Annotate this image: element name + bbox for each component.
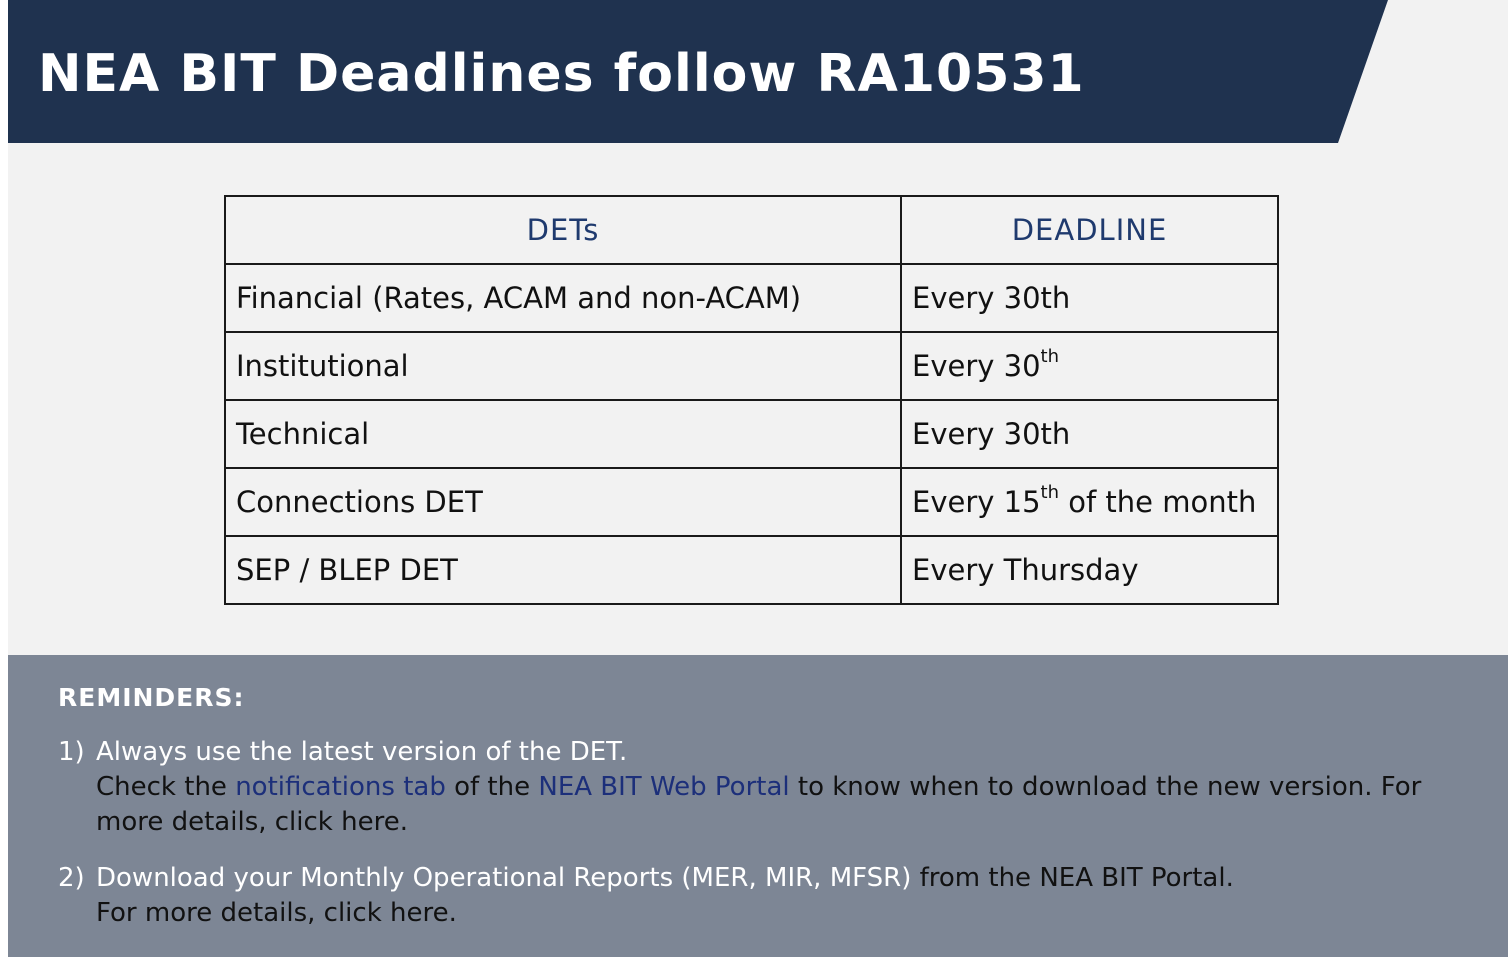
deadline-cell: Every 30th	[901, 332, 1278, 400]
table-row	[225, 264, 1278, 332]
reminder-number: 1)	[58, 737, 85, 767]
table-row	[225, 536, 1278, 604]
header-deadline: DEADLINE	[901, 196, 1278, 264]
det-name: Institutional	[225, 332, 901, 400]
deadline-cell: Every 15th of the month	[901, 468, 1278, 536]
table-row	[225, 468, 1278, 536]
slide-canvas	[8, 0, 1508, 957]
deadlines-table	[224, 195, 1279, 605]
reminders-heading: REMINDERS:	[58, 683, 245, 712]
det-name: Technical	[225, 400, 901, 468]
web-portal-link[interactable]: NEA BIT Web Portal	[538, 772, 790, 802]
reminder-text: from the NEA BIT Portal.	[911, 863, 1234, 893]
deadline-cell: Every 30th	[901, 264, 1278, 332]
reminder-text: Check the	[96, 772, 236, 802]
reminder-number: 2)	[58, 863, 85, 893]
reminder-lead: Download your Monthly Operational Reports (MER, MIR, MFSR)	[96, 863, 912, 893]
reminder-text[interactable]: to know when to download the new version. For more details, click here.	[96, 772, 1422, 837]
reminder-lead: Always use the latest version of the DET.	[96, 737, 628, 767]
header-dets: DETs	[225, 196, 901, 264]
table-row	[225, 400, 1278, 468]
reminder-text: of the	[445, 772, 539, 802]
page-title: NEA BIT Deadlines follow RA10531	[38, 44, 1085, 104]
det-name: Financial (Rates, ACAM and non-ACAM)	[225, 264, 901, 332]
table-header-row	[225, 196, 1278, 264]
reminder-item-2	[58, 861, 1448, 931]
reminders-panel	[8, 655, 1508, 957]
click-here-link[interactable]: For more details, click here.	[96, 898, 457, 928]
table-row	[225, 332, 1278, 400]
det-name: SEP / BLEP DET	[225, 536, 901, 604]
deadline-cell: Every 30th	[901, 400, 1278, 468]
reminder-item-1	[58, 735, 1448, 840]
notifications-tab-link[interactable]: notifications tab	[235, 772, 446, 802]
deadline-cell: Every Thursday	[901, 536, 1278, 604]
det-name: Connections DET	[225, 468, 901, 536]
